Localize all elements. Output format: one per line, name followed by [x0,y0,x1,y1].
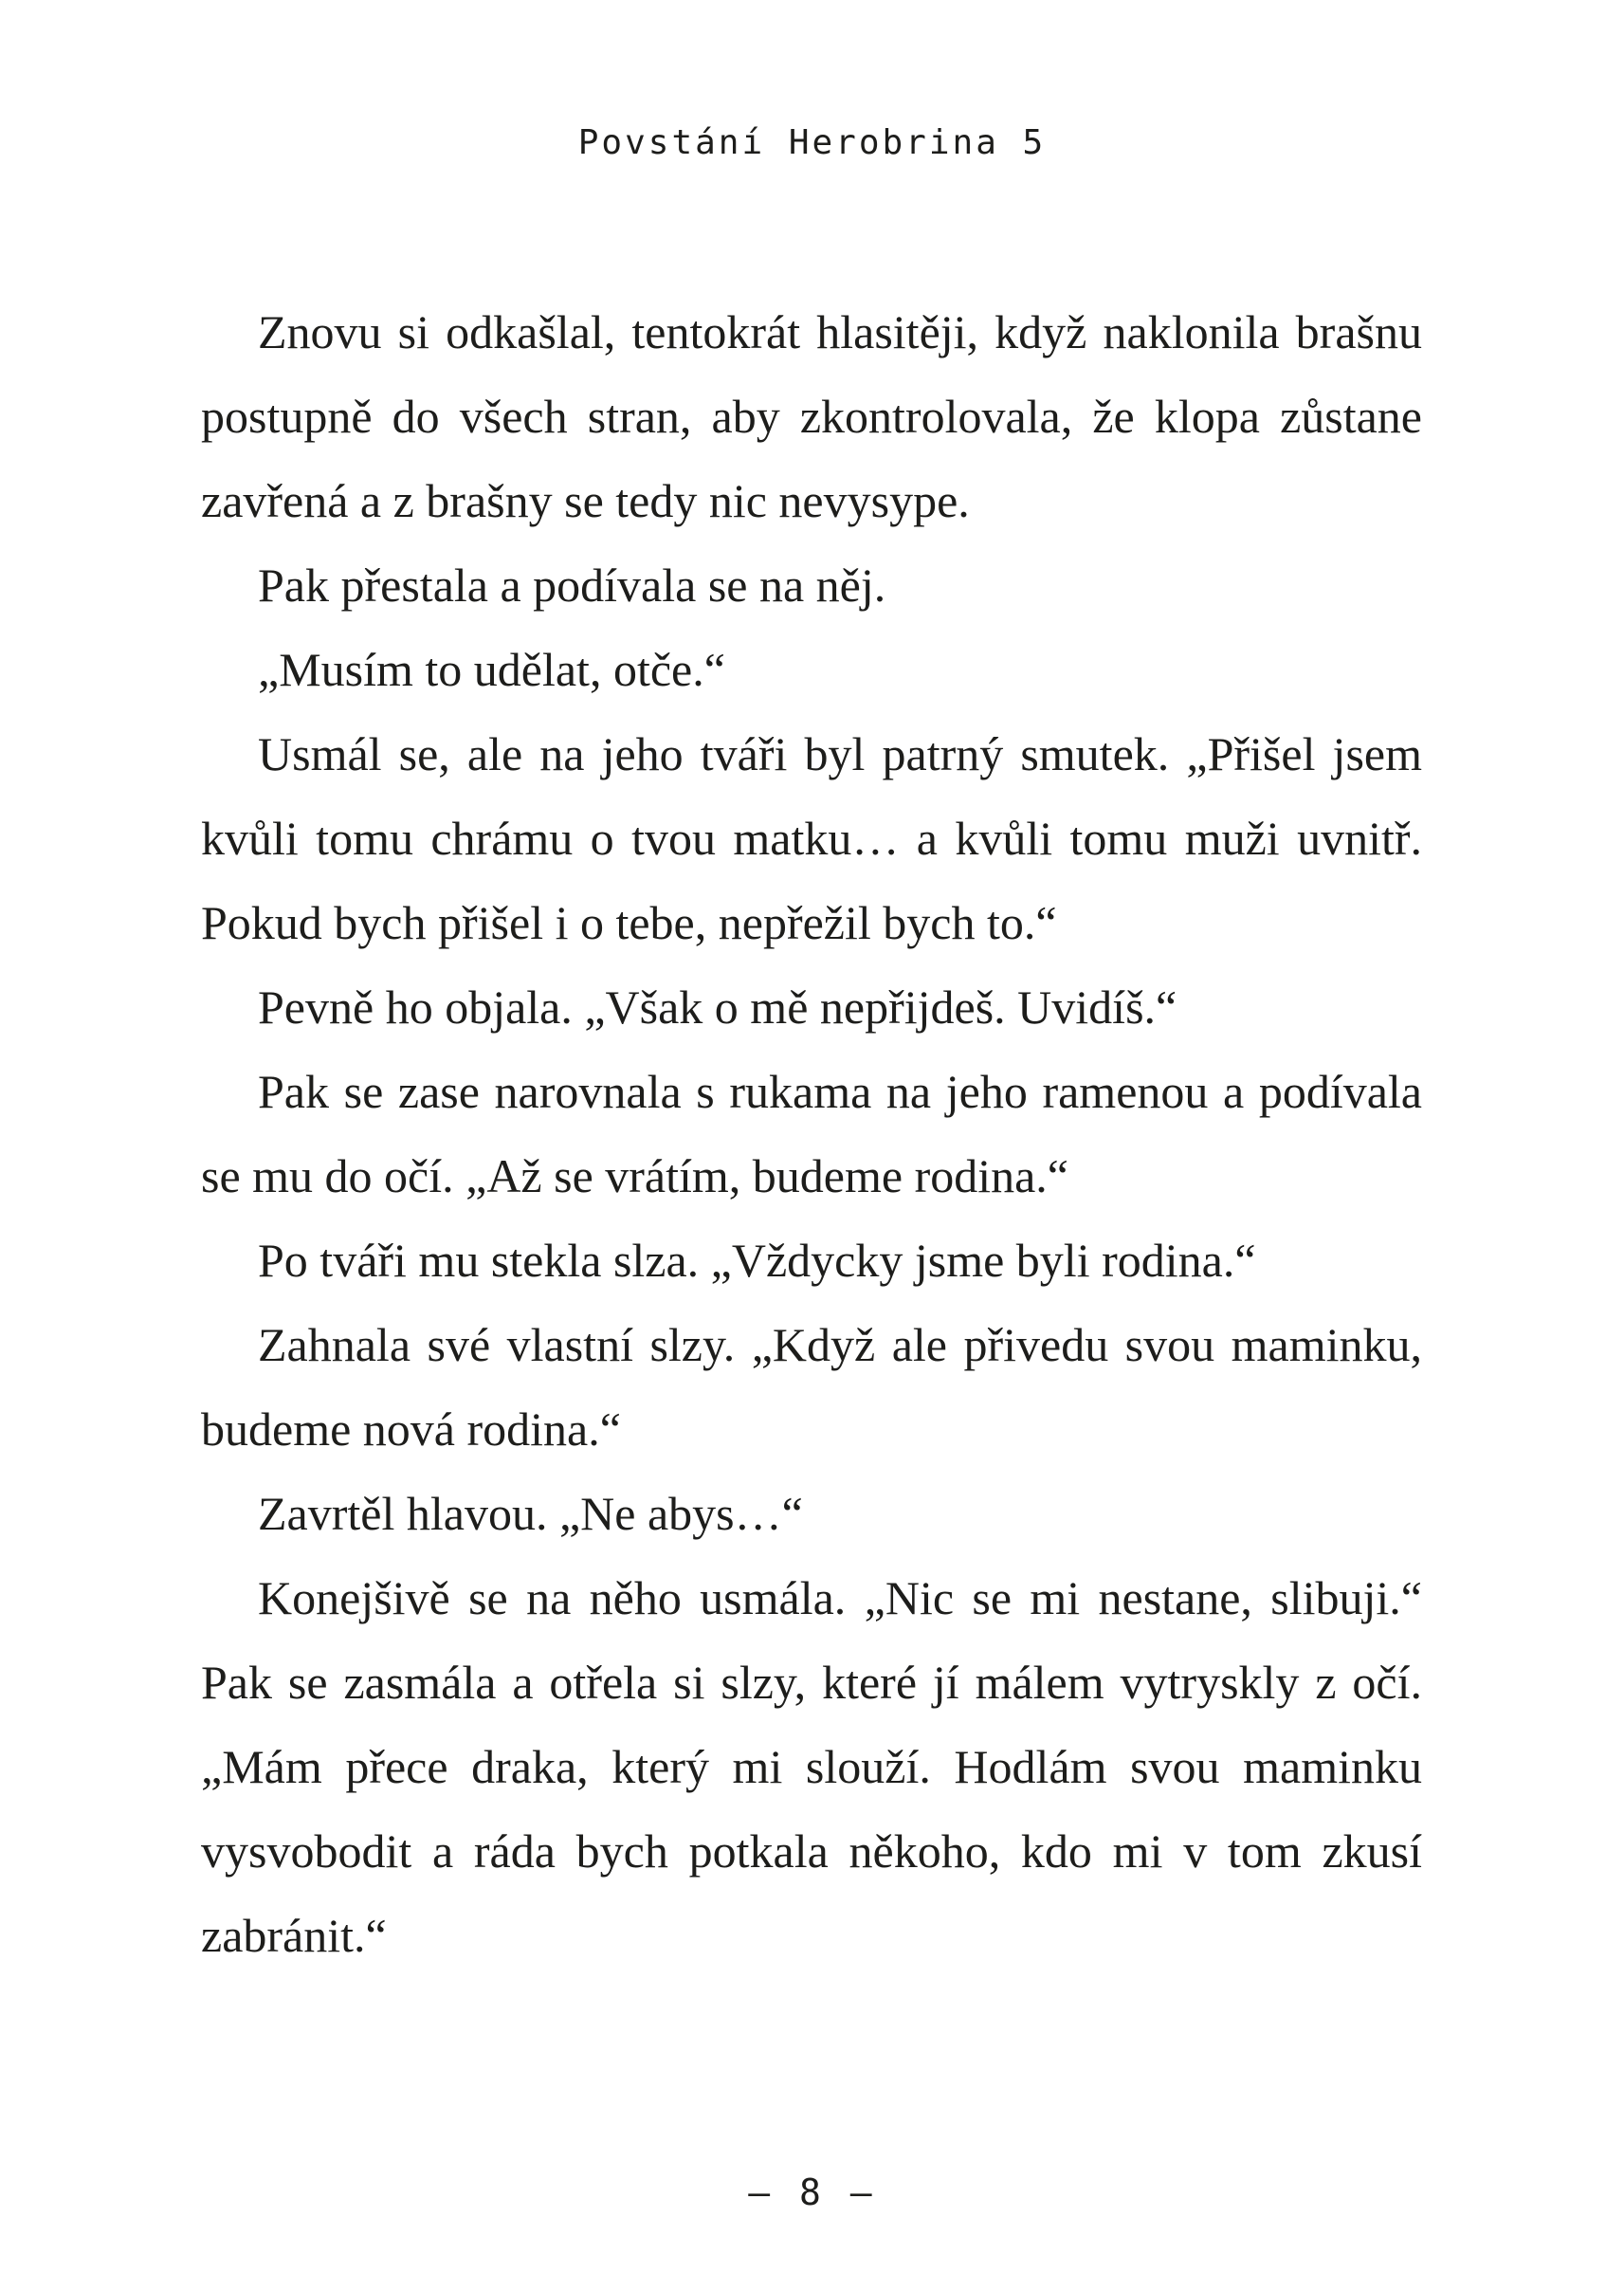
paragraph: Pak se zase narovnala s rukama na jeho ramenou a podívala se mu do očí. „Až se vrátím, budeme rodina.“ [201,1065,1422,1202]
paragraph: Zahnala své vlastní slzy. „Když ale přivedu svou maminku, budeme nová rodina.“ [201,1318,1422,1456]
body-text [201,290,1422,1978]
paragraph: Po tváři mu stekla slza. „Vždycky jsme byli rodina.“ [258,1234,1256,1287]
page-number: – 8 – [748,2172,876,2213]
running-header: Povstání Herobrina 5 [577,123,1047,162]
paragraph: Pevně ho objala. „Však o mě nepřijdeš. Uvidíš.“ [258,981,1177,1034]
paragraph: Konejšivě se na něho usmála. „Nic se mi nestane, slibuji.“ Pak se zasmála a otřela si slzy, které jí málem vytryskly z očí. „Mám přece draka, který mi slouží. Hodlám svou maminku vysvobodit a ráda bych potkala někoho, kdo mi v tom zkusí zabránit.“ [201,1571,1422,1962]
paragraph: „Musím to udělat, otče.“ [258,643,725,696]
paragraph: Pak přestala a podívala se na něj. [258,559,886,612]
paragraph: Znovu si odkašlal, tentokrát hlasitěji, když naklonila brašnu postupně do všech stran, aby zkontrolovala, že klopa zůstane zavřená a z brašny se tedy nic nevysype. [201,305,1422,527]
paragraph: Zavrtěl hlavou. „Ne abys…“ [258,1487,803,1540]
paragraph: Usmál se, ale na jeho tváři byl patrný smutek. „Přišel jsem kvůli tomu chrámu o tvou matku… a kvůli tomu muži uvnitř. Pokud bych přišel i o tebe, nepřežil bych to.“ [201,727,1422,949]
